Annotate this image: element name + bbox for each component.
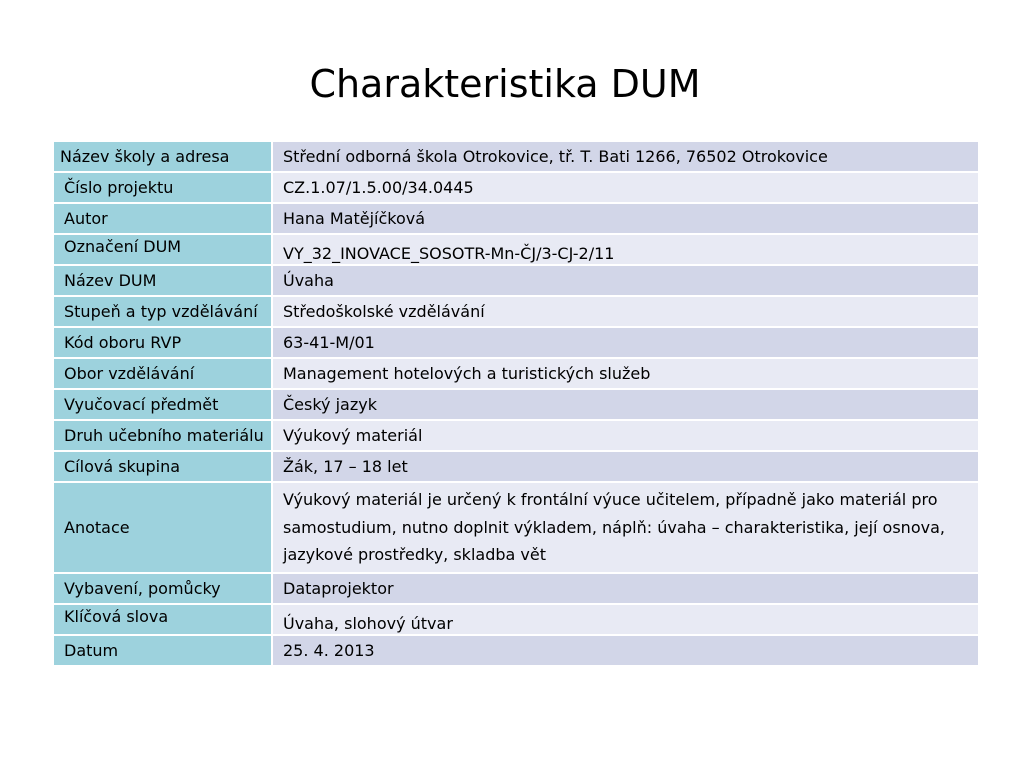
table-row [53,234,979,265]
row-value: Žák, 17 – 18 let [272,451,979,482]
table-row [53,203,979,234]
row-value: Výukový materiál je určený k frontální výuce učitelem, případně jako materiál pro samostudium, nutno doplnit výkladem, náplň: úvaha – charakteristika, její osnova, jazykové prostředky, skladba vět [272,482,979,573]
row-label [53,604,272,635]
table-row [53,482,979,573]
table-row [53,604,979,635]
row-value: 25. 4. 2013 [272,635,979,666]
slide-title: Charakteristika DUM [309,62,701,107]
row-label: Druh učebního materiálu [53,420,272,451]
table-row [53,389,979,420]
row-label: Stupeň a typ vzdělávání [53,296,272,327]
table-row [53,296,979,327]
table-row [53,635,979,666]
row-label: Kód oboru RVP [53,327,272,358]
row-value: Středoškolské vzdělávání [272,296,979,327]
row-label: Název školy a adresa [53,141,272,172]
table-row [53,420,979,451]
row-label: Název DUM [53,265,272,296]
row-value: 63-41-M/01 [272,327,979,358]
row-value [272,604,979,635]
row-label-text: Označení DUM [64,237,182,256]
row-label: Vybavení, pomůcky [53,573,272,604]
row-value [272,234,979,265]
row-value: Český jazyk [272,389,979,420]
row-label-text: Klíčová slova [64,607,169,626]
row-value-text: VY_32_INOVACE_SOSOTR-Mn-ČJ/3-CJ-2/11 [283,244,615,263]
table-row [53,265,979,296]
row-value: Úvaha [272,265,979,296]
table-row [53,141,979,172]
row-label: Autor [53,203,272,234]
row-value: Výukový materiál [272,420,979,451]
row-value: CZ.1.07/1.5.00/34.0445 [272,172,979,203]
table-row [53,358,979,389]
table-row [53,451,979,482]
row-label: Datum [53,635,272,666]
row-label: Anotace [53,482,272,573]
row-label: Vyučovací předmět [53,389,272,420]
row-label: Číslo projektu [53,172,272,203]
characteristics-table [52,140,980,667]
row-value: Hana Matějíčková [272,203,979,234]
row-value: Dataprojektor [272,573,979,604]
row-value-text: Úvaha, slohový útvar [283,614,453,633]
table-row [53,327,979,358]
table-row [53,573,979,604]
table-row [53,172,979,203]
row-label [53,234,272,265]
row-value: Střední odborná škola Otrokovice, tř. T. Bati 1266, 76502 Otrokovice [272,141,979,172]
row-label: Obor vzdělávání [53,358,272,389]
row-value: Management hotelových a turistických služeb [272,358,979,389]
row-label: Cílová skupina [53,451,272,482]
